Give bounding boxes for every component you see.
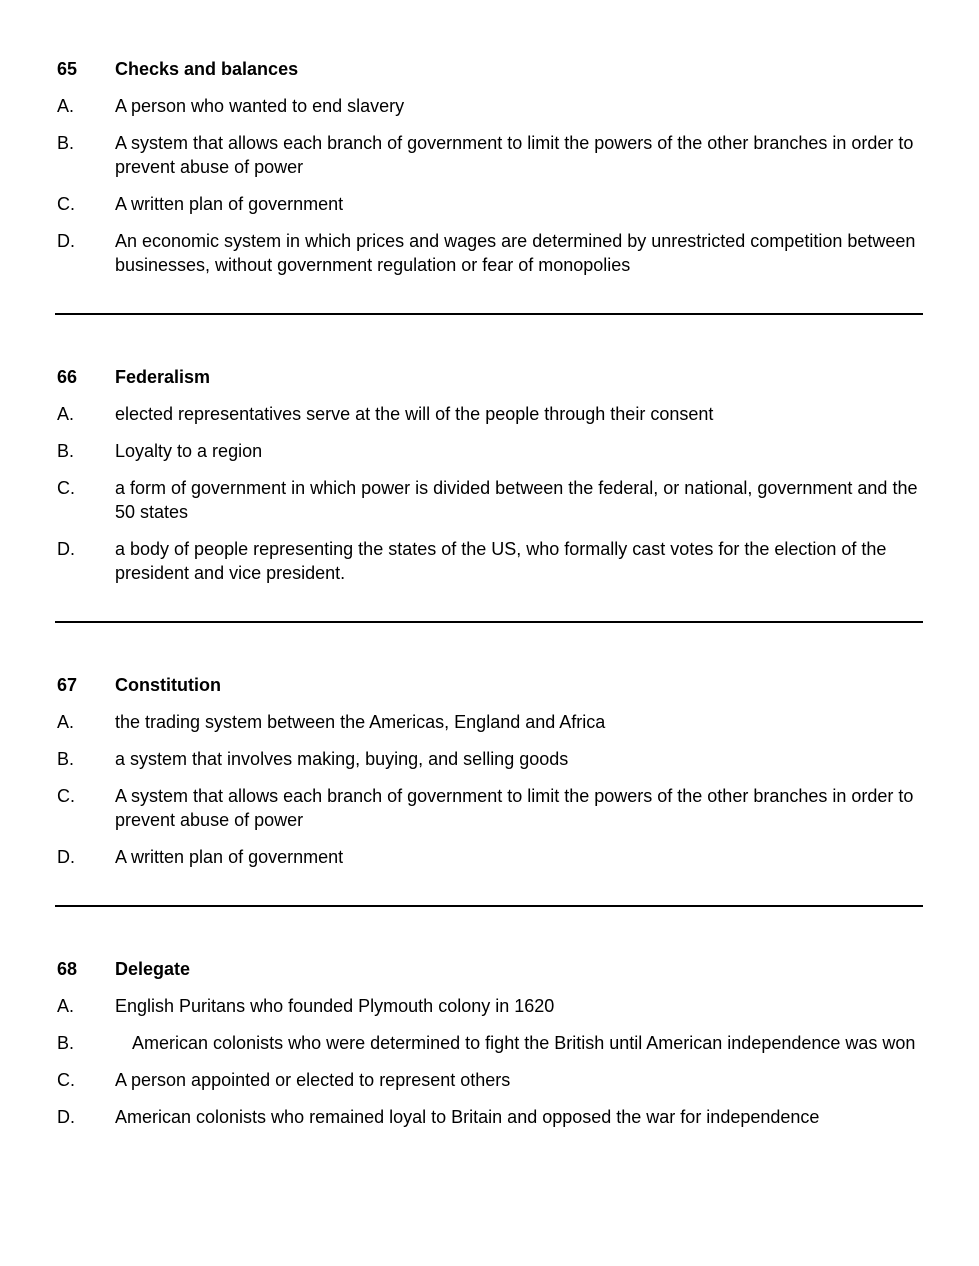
question-term: Constitution [115, 675, 221, 695]
option-letter: C. [57, 478, 75, 498]
question-68 [57, 957, 922, 1129]
option-letter: A. [57, 404, 75, 424]
question-number: 66 [57, 367, 78, 387]
option-b[interactable] [57, 1031, 922, 1055]
divider [55, 905, 923, 907]
option-letter: B. [57, 441, 75, 461]
question-67 [57, 673, 922, 869]
question-number: 65 [57, 59, 78, 79]
option-letter: D. [57, 847, 75, 867]
option-letter: B. [57, 749, 75, 769]
option-c[interactable] [57, 476, 922, 524]
question-66 [57, 365, 922, 585]
option-text: An economic system in which prices and wages are determined by unrestricted competition between businesses, without government regulation or fear of monopolies [115, 231, 916, 275]
option-d[interactable] [57, 537, 922, 585]
divider [55, 313, 923, 315]
option-text: English Puritans who founded Plymouth colony in 1620 [115, 996, 555, 1016]
question-term: Checks and balances [115, 59, 299, 79]
option-a[interactable] [57, 710, 922, 734]
option-text: A person appointed or elected to represent others [115, 1070, 511, 1090]
option-letter: D. [57, 1107, 75, 1127]
option-letter: D. [57, 539, 75, 559]
question-term: Delegate [115, 959, 191, 979]
option-c[interactable] [57, 192, 922, 216]
option-b[interactable] [57, 439, 922, 463]
option-letter: B. [57, 133, 75, 153]
option-letter: C. [57, 194, 75, 214]
option-text: elected representatives serve at the will of the people through their consent [115, 404, 714, 424]
option-letter: C. [57, 1070, 75, 1090]
option-text: a form of government in which power is divided between the federal, or national, government and the 50 states [115, 478, 918, 522]
question-65 [57, 57, 922, 277]
question-header [57, 957, 922, 981]
question-header [57, 57, 922, 81]
option-letter: B. [57, 1033, 75, 1053]
option-text: the trading system between the Americas, England and Africa [115, 712, 606, 732]
question-term: Federalism [115, 367, 211, 387]
option-b[interactable] [57, 131, 922, 179]
option-text: A system that allows each branch of government to limit the powers of the other branches in order to prevent abuse of power [115, 133, 914, 177]
option-d[interactable] [57, 229, 922, 277]
option-d[interactable] [57, 845, 922, 869]
question-header [57, 673, 922, 697]
option-a[interactable] [57, 94, 922, 118]
option-c[interactable] [57, 784, 922, 832]
option-text: A system that allows each branch of government to limit the powers of the other branches in order to prevent abuse of power [115, 786, 914, 830]
option-text: A written plan of government [115, 194, 344, 214]
option-text: Loyalty to a region [115, 441, 263, 461]
option-letter: A. [57, 96, 75, 116]
option-a[interactable] [57, 402, 922, 426]
option-b[interactable] [57, 747, 922, 771]
option-text: American colonists who remained loyal to Britain and opposed the war for independence [115, 1107, 820, 1127]
divider [55, 621, 923, 623]
option-text: a system that involves making, buying, and selling goods [115, 749, 569, 769]
option-text: A person who wanted to end slavery [115, 96, 405, 116]
option-letter: A. [57, 712, 75, 732]
option-c[interactable] [57, 1068, 922, 1092]
option-text: A written plan of government [115, 847, 344, 867]
option-d[interactable] [57, 1105, 922, 1129]
question-number: 68 [57, 959, 78, 979]
option-letter: C. [57, 786, 75, 806]
option-a[interactable] [57, 994, 922, 1018]
option-text: American colonists who were determined to fight the British until American independence was won [132, 1033, 916, 1053]
question-header [57, 365, 922, 389]
question-number: 67 [57, 675, 78, 695]
option-letter: A. [57, 996, 75, 1016]
option-letter: D. [57, 231, 75, 251]
option-text: a body of people representing the states of the US, who formally cast votes for the election of the president and vice president. [115, 539, 887, 583]
